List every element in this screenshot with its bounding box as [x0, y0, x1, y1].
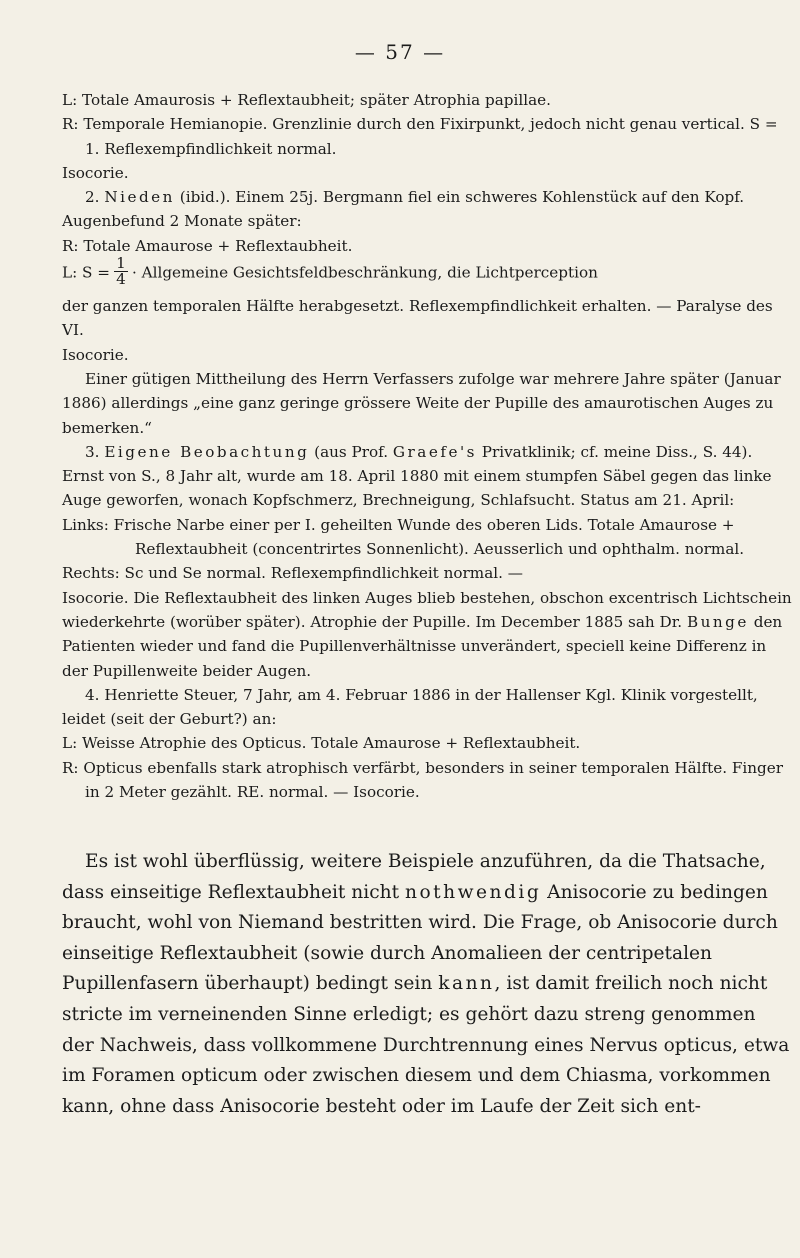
case-3-intro	[62, 440, 792, 513]
case-notes	[62, 88, 792, 804]
case-text: Isocorie. Die Reflextaubheit des linken Auges blieb bestehen, obschon excentrisch Lichtschein wiederkehrte (worüber später). Atrophie der Pupille. Im December 1885 sah Dr.	[62, 588, 792, 631]
fraction	[114, 256, 128, 287]
case-3-followup	[62, 586, 792, 683]
author-name: Nieden	[104, 188, 175, 207]
left-eye-finding-4: L: Weisse Atrophie des Opticus. Totale Amaurose + Reflextaubheit.	[62, 734, 581, 753]
left-eye-finding-1: L: Totale Amaurosis + Reflextaubheit; später Atrophia papillae.	[62, 91, 551, 109]
acuity-label: L: S =	[62, 263, 110, 282]
isocorie-note-2: Isocorie.	[62, 345, 129, 364]
page-number: — 57 —	[354, 40, 446, 64]
case-number: 2.	[85, 188, 100, 207]
case-4-intro: 4. Henriette Steuer, 7 Jahr, am 4. Februar 1886 in der Hallenser Kgl. Klinik vorgestellt, leidet (seit der Geburt?) an:	[62, 685, 758, 729]
fraction-numerator: 1	[114, 256, 128, 272]
case-title: Eigene Beobachtung	[104, 442, 310, 461]
right-eye-finding-2: R: Totale Amaurose + Reflextaubheit.	[62, 236, 353, 255]
case-text: Privatklinik; cf. meine Diss., S. 44). Ernst von S., 8 Jahr alt, wurde am 18. April 1880 mit einem stumpfen Säbel gegen das linke Auge geworfen, wonach Kopfschmerz, Brechneigung, Schlafsucht. Status am 21. April:	[62, 442, 772, 510]
isocorie-note-1: Isocorie.	[62, 163, 129, 182]
left-eye-finding-2	[62, 254, 792, 294]
right-eye-finding-4: R: Opticus ebenfalls stark atrophisch verfärbt, besonders in seiner temporalen Hälfte. Finger in 2 Meter gezählt. RE. normal. — Isocorie.	[62, 758, 784, 802]
fraction-denominator: 4	[116, 270, 126, 289]
body-text: Anisocorie zu bedingen braucht, wohl von Niemand bestritten wird. Die Frage, ob Anisocorie durch einseitige Reflextaubheit (sowie durch Anomalieen der centripetalen Pupillenfasern überhaupt) bedingt sein	[62, 881, 778, 995]
case-text: den Patienten wieder und fand die Pupillenverhältnisse unverändert, speciell keine Differenz in der Pupillenweite beider Augen.	[62, 612, 783, 680]
left-eye-finding-2-cont: der ganzen temporalen Hälfte herabgesetzt. Reflexempfindlichkeit erhalten. — Paralyse des VI.	[62, 297, 773, 340]
left-eye-finding-3: Links: Frische Narbe einer per I. geheilten Wunde des oberen Lids. Totale Amaurose + Reflextaubheit (concentrirtes Sonnenlicht). Aeusserlich und ophthalm. normal.	[62, 515, 745, 559]
case-number: 3.	[85, 442, 100, 461]
body-text: Es ist wohl überflüssig, weitere Beispiele anzuführen, da die Thatsache, dass einseitige Reflextaubheit nicht	[62, 851, 766, 903]
right-eye-finding-3: Rechts: Sc und Se normal. Reflexempfindlichkeit normal. —	[62, 564, 523, 583]
discussion-paragraph	[62, 847, 792, 1122]
right-eye-finding-1: R: Temporale Hemianopie. Grenzlinie durch den Fixirpunkt, jedoch nicht genau vertical. S = 1. Reflexempfindlichkeit normal.	[62, 115, 778, 158]
author-communication: Einer gütigen Mittheilung des Herrn Verfassers zufolge war mehrere Jahre später (Januar 1886) allerdings „eine ganz geringe grössere Weite der Pupille des amaurotischen Auges zu bemerken.“	[62, 369, 781, 437]
case-2-intro	[62, 185, 792, 234]
case-text: (ibid.). Einem 25j. Bergmann fiel ein schweres Kohlenstück auf den Kopf. Augenbefund 2 Monate später:	[62, 188, 745, 231]
body-text: , ist damit freilich noch nicht stricte im verneinenden Sinne erledigt; es gehört dazu streng genommen der Nachweis, dass vollkommene Durchtrennung eines Nervus opticus, etwa im Foramen opticum oder zwischen diesem und dem Chiasma, vorkommen kann, ohne dass Anisocorie besteht oder im Laufe der Zeit sich ent-	[62, 973, 790, 1117]
emphasis: kann	[438, 973, 495, 995]
discussion-text	[62, 847, 792, 1122]
author-name: Bunge	[686, 612, 749, 631]
author-name: Graefe's	[392, 442, 477, 461]
emphasis: nothwendig	[404, 881, 542, 903]
finding-text: · Allgemeine Gesichtsfeldbeschränkung, die Lichtperception	[132, 263, 598, 282]
case-text: (aus Prof.	[309, 442, 393, 461]
